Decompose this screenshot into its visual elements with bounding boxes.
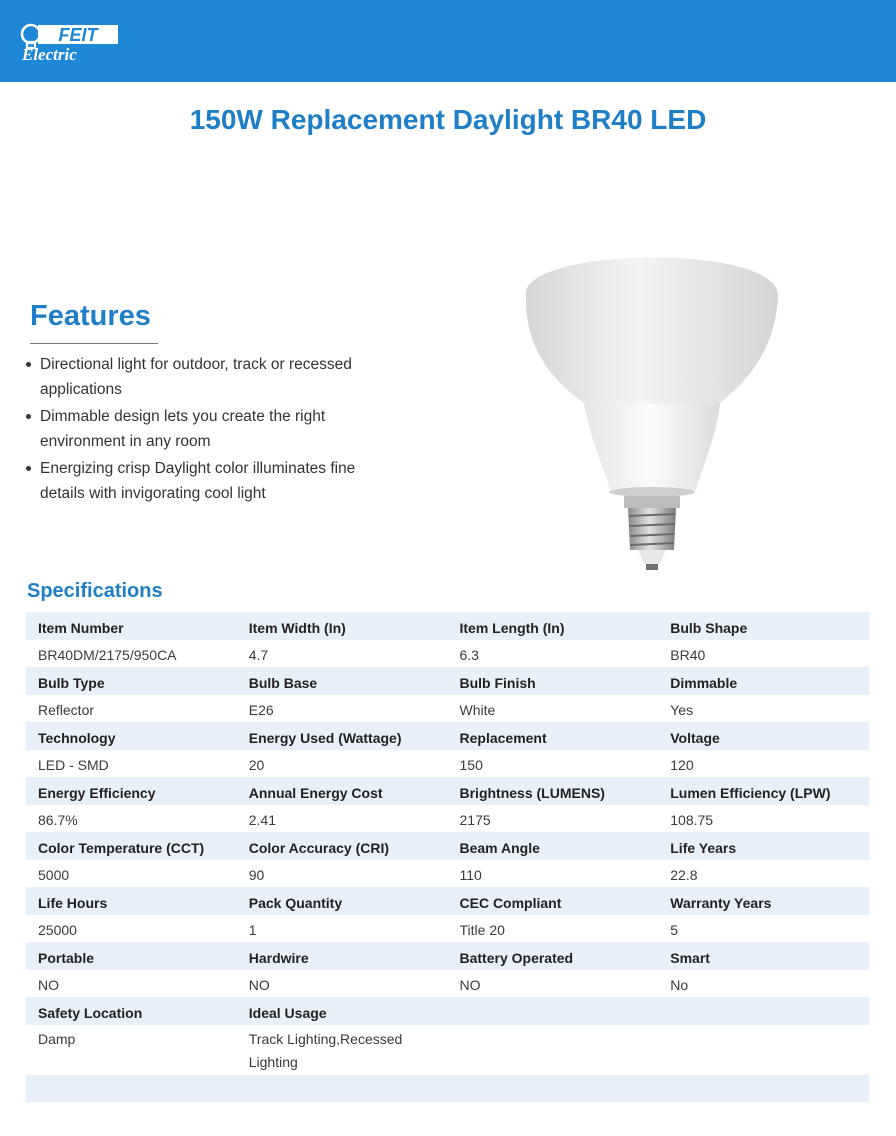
spec-header-row xyxy=(26,832,869,860)
header-bar xyxy=(0,0,896,82)
spec-value: 20 xyxy=(248,757,265,773)
spec-value: 120 xyxy=(670,757,694,773)
spec-label: Replacement xyxy=(459,730,547,746)
spec-label: Bulb Shape xyxy=(670,620,748,636)
spec-label: Dimmable xyxy=(670,675,738,691)
spec-label: Technology xyxy=(38,730,116,746)
spec-value-row xyxy=(26,640,869,667)
spec-label: Item Length (In) xyxy=(459,620,565,636)
spec-value-row xyxy=(26,915,869,942)
spec-value: NO xyxy=(38,977,59,993)
spec-label: Ideal Usage xyxy=(248,1005,327,1021)
spec-value xyxy=(448,1025,659,1075)
svg-text:Electric: Electric xyxy=(22,45,77,64)
spec-label xyxy=(658,997,869,1025)
spec-value: NO xyxy=(459,977,481,993)
spec-label: Brightness (LUMENS) xyxy=(459,785,605,801)
feature-item: Energizing crisp Daylight color illuminates fine details with invigorating cool light xyxy=(22,456,382,506)
spec-value: BR40 xyxy=(670,647,706,663)
spec-value: 1 xyxy=(248,922,257,938)
spec-header-row xyxy=(26,667,869,695)
spec-label: Color Temperature (CCT) xyxy=(38,840,205,856)
spec-label: Color Accuracy (CRI) xyxy=(248,840,390,856)
spec-label: Voltage xyxy=(670,730,720,746)
spec-value: 6.3 xyxy=(459,647,479,663)
spec-value-row xyxy=(26,1025,869,1075)
features-list xyxy=(22,352,382,508)
bullet-icon xyxy=(26,466,31,471)
spec-value: 25000 xyxy=(38,922,77,938)
spec-label: Energy Efficiency xyxy=(38,785,156,801)
feature-item: Directional light for outdoor, track or recessed applications xyxy=(22,352,382,402)
spec-value: 4.7 xyxy=(248,647,269,663)
spec-label: Bulb Base xyxy=(248,675,318,691)
spec-label: Safety Location xyxy=(38,1005,143,1021)
spec-label: Item Number xyxy=(38,620,124,636)
specifications-heading: Specifications xyxy=(27,580,163,602)
spec-value: LED - SMD xyxy=(38,757,109,773)
spec-label: Hardwire xyxy=(248,950,309,966)
spec-label: Energy Used (Wattage) xyxy=(248,730,402,746)
spec-label: Battery Operated xyxy=(459,950,574,966)
spec-header-row xyxy=(26,942,869,970)
spec-value: Yes xyxy=(670,702,694,718)
spec-header-row xyxy=(26,612,869,640)
spec-label: Bulb Type xyxy=(38,675,105,691)
spec-value-row xyxy=(26,805,869,832)
spec-value-row xyxy=(26,860,869,887)
spec-value: 5 xyxy=(670,922,679,938)
spec-value: White xyxy=(459,702,496,718)
spec-value: Track Lighting,Recessed Lighting xyxy=(248,1031,403,1070)
spec-label: Warranty Years xyxy=(670,895,772,911)
spec-header-row xyxy=(26,777,869,805)
spec-label: Life Hours xyxy=(38,895,108,911)
features-divider xyxy=(30,343,158,344)
spec-value: Title 20 xyxy=(459,922,505,938)
item-number-link[interactable]: BR40DM/2175/950CA xyxy=(38,647,177,663)
spec-label: Lumen Efficiency (LPW) xyxy=(670,785,831,801)
spec-label: Item Width (In) xyxy=(248,620,346,636)
spec-value: 108.75 xyxy=(670,812,714,828)
spec-value-row xyxy=(26,970,869,997)
spec-value: NO xyxy=(248,977,270,993)
spec-label: Beam Angle xyxy=(459,840,540,856)
spec-value: 22.8 xyxy=(670,867,698,883)
spec-label: Portable xyxy=(38,950,95,966)
spec-value xyxy=(658,1025,869,1075)
spec-value: E26 xyxy=(248,702,274,718)
spec-label: Smart xyxy=(670,950,710,966)
spec-value: 90 xyxy=(248,867,265,883)
spec-value: Damp xyxy=(38,1031,76,1047)
spec-value: Reflector xyxy=(38,702,95,718)
bullet-icon xyxy=(26,414,31,419)
spec-label: CEC Compliant xyxy=(459,895,562,911)
features-heading: Features xyxy=(30,300,151,332)
spec-label: Bulb Finish xyxy=(459,675,536,691)
br40-bulb-image xyxy=(512,228,792,573)
spec-value: 2175 xyxy=(459,812,491,828)
spec-value: No xyxy=(670,977,689,993)
feature-item: Dimmable design lets you create the right environment in any room xyxy=(22,404,382,454)
feit-electric-logo xyxy=(18,18,128,66)
spec-value-row xyxy=(26,750,869,777)
spec-label: Annual Energy Cost xyxy=(248,785,383,801)
spec-value-row xyxy=(26,695,869,722)
spec-label xyxy=(448,997,659,1025)
spec-value: 5000 xyxy=(38,867,70,883)
spec-header-row xyxy=(26,722,869,750)
spec-label: Pack Quantity xyxy=(248,895,343,911)
bullet-icon xyxy=(26,362,31,367)
spec-value: 2.41 xyxy=(248,812,276,828)
spec-value: 86.7% xyxy=(38,812,78,828)
spec-value: 150 xyxy=(459,757,483,773)
spec-value: 110 xyxy=(459,867,482,883)
spec-header-row xyxy=(26,887,869,915)
page-title: 150W Replacement Daylight BR40 LED xyxy=(189,104,707,135)
svg-text:FEIT: FEIT xyxy=(58,25,98,45)
specifications-table xyxy=(26,612,869,1102)
spec-footer-row xyxy=(26,1075,869,1102)
spec-label: Life Years xyxy=(670,840,737,856)
spec-header-row xyxy=(26,997,869,1025)
